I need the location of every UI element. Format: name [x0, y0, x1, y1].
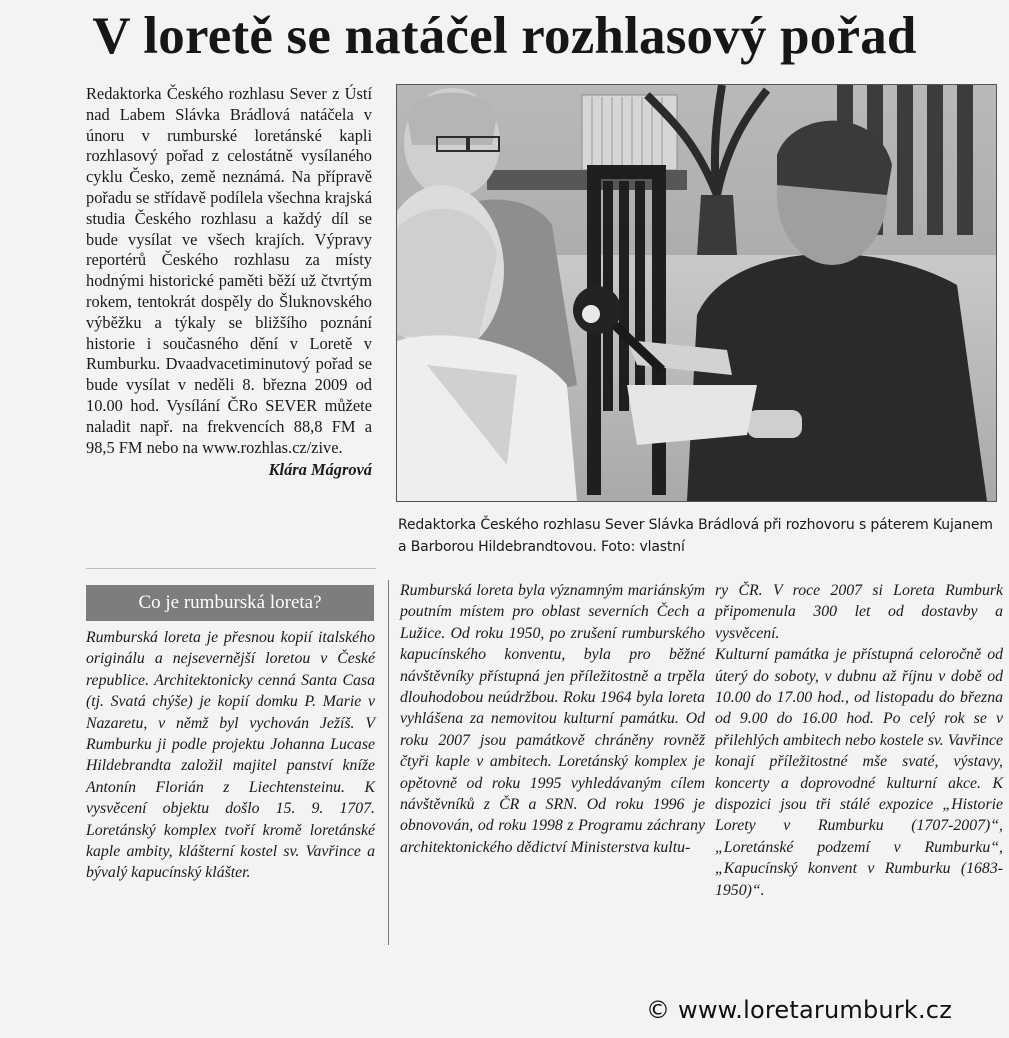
headline: V loretě se natáčel rozhlasový pořad: [92, 7, 917, 65]
photo-caption: Redaktorka Českého rozhlasu Sever Slávka Brádlová při rozhovoru s páterem Kujanem a Barborou Hildebrandtovou. Foto: vlastní: [398, 517, 993, 555]
divider: [86, 568, 376, 569]
sidebar-column-1: [86, 627, 375, 884]
sidebar-column-2: [400, 580, 705, 858]
copyright-watermark: © www.loretarumburk.cz: [646, 996, 953, 1024]
sidebar-title: Co je rumburská loreta?: [86, 585, 374, 621]
interview-photo: [396, 84, 997, 502]
lead-article: [86, 84, 372, 481]
sidebar-column-3: [715, 580, 1003, 901]
sidebar-col3-para2: Kulturní památka je přístupná celoročně od úterý do soboty, v dubnu až říjnu v době od 10.00 do 17.00 hod., od listopadu do března od 9.00 do 16.00 hod. Po celý rok se v přilehlých ambitech nebo kostele sv. Vavřince konají příležitostné mše svaté, výstavy, koncerty a doprovodné kulturní akce. K dispozici jsou tři stálé expozice „Historie Lorety v Rumburku (1707-2007)“, „Loretánské podzemí v Rumburku“, „Kapucínský konvent v Rumburku (1683-1950)“.: [715, 646, 1003, 899]
sidebar-col2-text: Rumburská loreta byla významným mariánským poutním místem pro oblast severních Čech a Lužice. Od roku 1950, po zrušení rumburského kapucínského konventu, byla pro běžné návštěvníky přístupná jen příležitostně a trpěla dlouhodobou neúdržbou. Roku 1964 byla loreta vyhlášena za nemovitou kulturní památku. Od roku 2007 jsou památkově chráněny rovněž čtyři kaple v ambitech. Loretánský komplex je opětovně od roku 1995 vyhledávaným cílem návštěvníků z ČR a SRN. Od roku 1996 je obnovován, od roku 1998 z Programu záchrany architektonického dědictví Ministerstva kultu-: [400, 582, 705, 856]
author-signature: Klára Mágrová: [268, 460, 372, 480]
lead-text: Redaktorka Českého rozhlasu Sever z Ústí nad Labem Slávka Brádlová natáčela v únoru v rumburské loretánské kapli rozhlasový pořad z celostátně vysílaného cyklu Česko, země neznámá. Na přípravě pořadu se střídavě podílela všechna krajská studia Českého rozhlasu a každý díl se bude vysílat ve všech krajích. Výpravy reportérů Českého rozhlasu za místy hodnými historické paměti běží už čtvrtým rokem, tentokrát dospěly do Šluknovského výběžku a týkaly se bližšího poznání historie i současného dění v Loretě v Rumburku. Dvaadvacetiminutový pořad se bude vysílat v neděli 8. března 2009 od 10.00 hod. Vysílání ČRo SEVER můžete naladit např. na frekvencích 88,8 FM a 98,5 FM nebo na www.rozhlas.cz/zive.: [86, 84, 372, 457]
sidebar-col3-para1: ry ČR. V roce 2007 si Loreta Rumburk připomenula 300 let od dostavby a vysvěcení.: [715, 582, 1003, 642]
column-divider: [388, 580, 389, 945]
sidebar-col1-text: Rumburská loreta je přesnou kopií italského originálu a nejsevernější loretou v České republice. Architektonicky cenná Santa Casa (tj. Svatá chýše) je kopií domku P. Marie v Nazaretu, v němž byl vychován Ježíš. V Rumburku ji podle projektu Johanna Lucase Hildebrandta založil majitel panství kníže Antonín Florián z Liechtensteinu. K vysvěcení objektu došlo 15. 9. 1707. Loretánský komplex tvoří kromě loretánské kaple ambity, klášterní kostel sv. Vavřince a bývalý kapucínský klášter.: [86, 629, 375, 882]
